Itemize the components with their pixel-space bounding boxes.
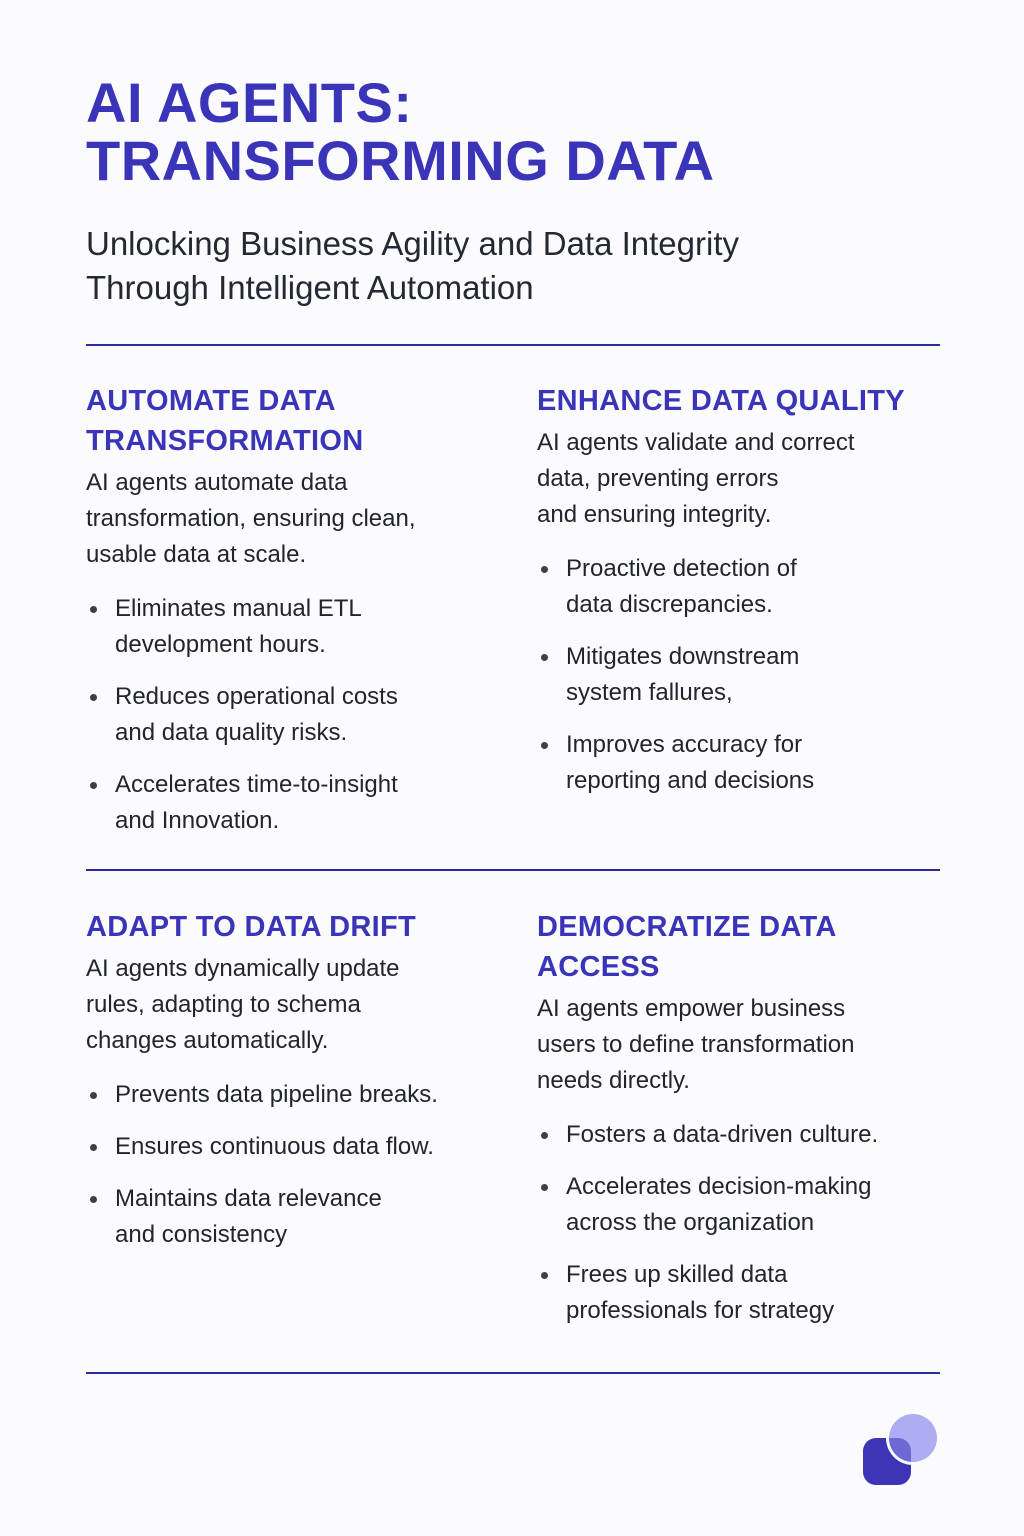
bullet-text: across the organization	[566, 1209, 815, 1236]
page-title-line-2: TRANSFORMING DATA	[86, 129, 715, 192]
bullet-item	[86, 1129, 506, 1165]
bullet-list	[86, 1077, 506, 1253]
bullet-item	[537, 1117, 957, 1153]
section-adapt-to-data-drift	[86, 907, 506, 1269]
bullet-text: Mitigates downstream	[566, 643, 800, 670]
bullet-text: Fosters a data-driven culture.	[566, 1121, 879, 1148]
bullet-text: Maintains data relevance	[115, 1185, 382, 1212]
bullet-dot-icon	[90, 1196, 97, 1203]
bullet-dot-icon	[90, 1144, 97, 1151]
bullet-item	[537, 551, 957, 623]
description-line: and ensuring integrity.	[537, 501, 772, 528]
section-title	[86, 907, 506, 947]
description-line: AI agents validate and correct	[537, 429, 855, 456]
section-title	[86, 381, 506, 461]
description-line: data, preventing errors	[537, 465, 779, 492]
bullet-dot-icon	[90, 606, 97, 613]
section-title-line: ADAPT TO DATA DRIFT	[86, 911, 417, 943]
bullet-dot-icon	[541, 566, 548, 573]
bullet-text: system fallures,	[566, 679, 733, 706]
page-title	[86, 71, 715, 192]
description-line: changes automatically.	[86, 1027, 329, 1054]
section-title	[537, 381, 957, 421]
divider-bottom	[86, 1372, 940, 1374]
bullet-text: Eliminates manual ETL	[115, 595, 362, 622]
bullet-item	[86, 767, 506, 839]
description-line: rules, adapting to schema	[86, 991, 361, 1018]
section-democratize-data-access	[537, 907, 957, 1345]
bullet-item	[537, 1257, 957, 1329]
page-title-line-1: AI AGENTS:	[86, 71, 413, 134]
description-line: AI agents automate data	[86, 469, 348, 496]
bullet-item	[86, 591, 506, 663]
section-title-line: AUTOMATE DATA	[86, 385, 336, 417]
bullet-item	[537, 727, 957, 799]
section-enhance-data-quality	[537, 381, 957, 815]
description-line: users to define transformation	[537, 1031, 855, 1058]
section-description	[537, 991, 957, 1099]
section-description	[86, 465, 506, 573]
bullet-text: Reduces operational costs	[115, 683, 398, 710]
divider-middle	[86, 869, 940, 871]
description-line: AI agents dynamically update	[86, 955, 400, 982]
section-title-line: DEMOCRATIZE DATA	[537, 911, 837, 943]
bullet-dot-icon	[90, 694, 97, 701]
section-description	[537, 425, 957, 533]
bullet-text: data discrepancies.	[566, 591, 773, 618]
section-title-line: ENHANCE DATA QUALITY	[537, 385, 905, 417]
bullet-text: Proactive detection of	[566, 555, 797, 582]
bullet-text: reporting and decisions	[566, 767, 815, 794]
overlapping-shapes-logo-icon	[860, 1410, 942, 1488]
bullet-item	[537, 639, 957, 711]
bullet-dot-icon	[90, 1092, 97, 1099]
bullet-list	[537, 1117, 957, 1329]
subtitle-line-2: Through Intelligent Automation	[86, 269, 534, 306]
bullet-item	[86, 679, 506, 751]
bullet-dot-icon	[90, 782, 97, 789]
section-title	[537, 907, 957, 987]
section-title-line: TRANSFORMATION	[86, 425, 364, 457]
section-automate-data-transformation	[86, 381, 506, 855]
bullet-list	[537, 551, 957, 799]
bullet-dot-icon	[541, 1132, 548, 1139]
bullet-text: Frees up skilled data	[566, 1261, 788, 1288]
description-line: needs directly.	[537, 1067, 690, 1094]
section-description	[86, 951, 506, 1059]
description-line: AI agents empower business	[537, 995, 846, 1022]
bullet-text: and consistency	[115, 1221, 288, 1248]
bullet-list	[86, 591, 506, 839]
bullet-item	[537, 1169, 957, 1241]
bullet-text: Ensures continuous data flow.	[115, 1133, 434, 1160]
description-line: usable data at scale.	[86, 541, 307, 568]
bullet-text: and data quality risks.	[115, 719, 348, 746]
bullet-text: Accelerates time-to-insight	[115, 771, 398, 798]
bullet-text: Prevents data pipeline breaks.	[115, 1081, 438, 1108]
bullet-text: professionals for strategy	[566, 1297, 835, 1324]
description-line: transformation, ensuring clean,	[86, 505, 416, 532]
section-title-line: ACCESS	[537, 951, 660, 983]
bullet-item	[86, 1077, 506, 1113]
bullet-dot-icon	[541, 1272, 548, 1279]
bullet-dot-icon	[541, 742, 548, 749]
bullet-dot-icon	[541, 654, 548, 661]
bullet-item	[86, 1181, 506, 1253]
bullet-text: Improves accuracy for	[566, 731, 803, 758]
bullet-dot-icon	[541, 1184, 548, 1191]
page-subtitle	[86, 222, 739, 310]
bullet-text: development hours.	[115, 631, 326, 658]
subtitle-line-1: Unlocking Business Agility and Data Integrity	[86, 225, 740, 262]
divider-top	[86, 344, 940, 346]
bullet-text: Accelerates decision-making	[566, 1173, 872, 1200]
bullet-text: and Innovation.	[115, 807, 280, 834]
